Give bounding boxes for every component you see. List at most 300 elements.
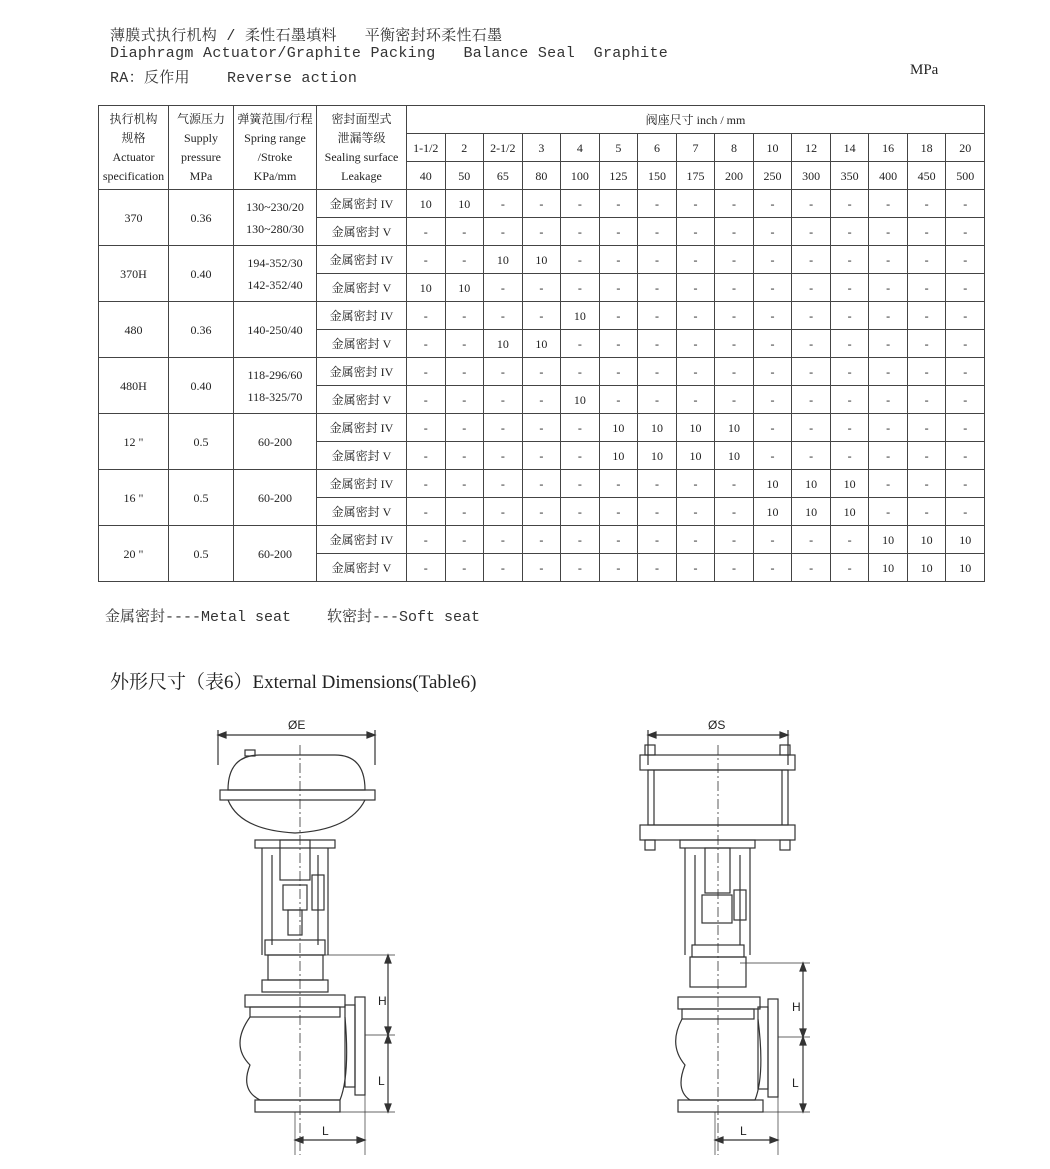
value-cell: - [753,330,792,358]
header-line-ra: RA：反作用 Reverse action [110,70,358,87]
value-cell: 10 [715,442,754,470]
value-cell: - [676,526,715,554]
table-row [99,414,985,442]
value-cell: - [445,302,484,330]
actuator-cell: 370H [99,246,169,302]
value-cell: - [445,330,484,358]
spring-value: 118-296/60 [247,367,303,382]
value-cell: 10 [676,414,715,442]
supply-cell: 0.5 [169,526,234,582]
value-cell: - [792,442,831,470]
value-cell: - [792,526,831,554]
spring-cell [234,358,317,414]
spring-value: 118-325/70 [247,389,303,404]
value-cell: - [907,470,946,498]
value-cell: - [484,274,523,302]
seal-type-cell: 金属密封 IV [317,302,407,330]
value-cell: - [946,442,985,470]
value-cell: - [407,246,446,274]
value-cell: - [792,414,831,442]
value-cell: - [792,274,831,302]
spec-table [98,105,985,582]
supply-cell: 0.40 [169,246,234,302]
value-cell: - [792,190,831,218]
value-cell: - [599,470,638,498]
value-cell: - [407,442,446,470]
value-cell: - [638,190,677,218]
value-cell: - [638,470,677,498]
spring-value: 130~280/30 [246,221,304,236]
seal-type-cell: 金属密封 IV [317,526,407,554]
value-cell: - [484,190,523,218]
inch-size-cell: 10 [753,134,792,162]
value-cell: - [522,302,561,330]
mm-size-cell: 40 [407,162,446,190]
value-cell: - [522,190,561,218]
value-cell: - [830,246,869,274]
header-text: 规格 [121,130,146,145]
value-cell: - [907,218,946,246]
value-cell: - [830,302,869,330]
value-cell: - [830,358,869,386]
value-cell: - [599,526,638,554]
value-cell: - [907,190,946,218]
value-cell: - [638,218,677,246]
table-row [99,526,985,554]
value-cell: - [792,554,831,582]
seal-type-cell: 金属密封 IV [317,190,407,218]
value-cell: - [907,330,946,358]
value-cell: - [753,302,792,330]
value-cell: - [522,554,561,582]
value-cell: - [830,190,869,218]
header-text: Spring range [244,130,306,145]
value-cell: - [753,246,792,274]
actuator-cell: 12 " [99,414,169,470]
value-cell: - [522,358,561,386]
dim-dia-label: ØS [708,718,726,732]
value-cell: - [946,386,985,414]
value-cell: - [792,358,831,386]
spring-cell [234,414,317,470]
header-line-cn: 薄膜式执行机构 / 柔性石墨填料 平衡密封环柔性石墨 [110,28,503,45]
value-cell: - [715,246,754,274]
header-text: Actuator [112,149,155,164]
value-cell: 10 [676,442,715,470]
seat-note: 金属密封----Metal seat 软密封---Soft seat [105,609,481,626]
actuator-cell: 20 " [99,526,169,582]
header-text: KPa/mm [253,168,297,183]
value-cell: - [946,302,985,330]
value-cell: - [445,470,484,498]
value-cell: - [792,386,831,414]
section-title: 外形尺寸（表6）External Dimensions(Table6) [110,672,477,693]
value-cell: - [753,386,792,414]
value-cell: - [561,498,600,526]
value-cell: - [445,554,484,582]
value-cell: 10 [830,470,869,498]
value-cell: - [715,190,754,218]
value-cell: - [869,218,908,246]
value-cell: - [676,190,715,218]
value-cell: - [407,498,446,526]
inch-size-cell: 20 [946,134,985,162]
diaphragm-valve-drawing [200,715,420,1165]
value-cell: 10 [561,386,600,414]
inch-size-cell: 12 [792,134,831,162]
value-cell: - [869,302,908,330]
inch-size-cell: 1-1/2 [407,134,446,162]
inch-size-cell: 7 [676,134,715,162]
value-cell: - [561,554,600,582]
value-cell: - [599,218,638,246]
value-cell: - [561,470,600,498]
mm-size-cell: 400 [869,162,908,190]
spring-cell [234,246,317,302]
mm-size-cell: 80 [522,162,561,190]
inch-size-cell: 3 [522,134,561,162]
value-cell: - [946,330,985,358]
value-cell: - [946,274,985,302]
seal-type-cell: 金属密封 V [317,442,407,470]
spring-value: 60-200 [258,490,292,505]
spring-cell [234,190,317,246]
inch-size-cell: 2-1/2 [484,134,523,162]
value-cell: 10 [792,498,831,526]
value-cell: 10 [407,190,446,218]
value-cell: - [869,470,908,498]
value-cell: - [484,526,523,554]
header-line-en: Diaphragm Actuator/Graphite Packing Balance Seal Graphite [110,45,669,62]
value-cell: - [676,470,715,498]
value-cell: - [407,526,446,554]
value-cell: - [830,218,869,246]
value-cell: - [638,302,677,330]
value-cell: - [869,330,908,358]
value-cell: - [869,246,908,274]
unit-label: MPa [910,62,939,78]
value-cell: 10 [561,302,600,330]
value-cell: - [561,274,600,302]
header-text: 执行机构 [109,111,158,126]
value-cell: - [869,190,908,218]
seal-header [317,106,407,190]
value-cell: - [522,386,561,414]
value-cell: - [792,218,831,246]
value-cell: - [445,526,484,554]
value-cell: - [561,246,600,274]
supply-cell: 0.36 [169,302,234,358]
dim-h-label: H [378,994,387,1008]
inch-size-cell: 14 [830,134,869,162]
seal-type-cell: 金属密封 V [317,498,407,526]
seal-type-cell: 金属密封 IV [317,358,407,386]
dim-len-label: L [740,1124,747,1138]
seal-type-cell: 金属密封 V [317,274,407,302]
spring-value: 130~230/20 [246,199,304,214]
value-cell: - [792,330,831,358]
value-cell: - [599,190,638,218]
value-cell: - [946,358,985,386]
value-cell: - [484,414,523,442]
seal-type-cell: 金属密封 V [317,554,407,582]
value-cell: 10 [869,554,908,582]
value-cell: - [792,246,831,274]
inch-size-cell: 16 [869,134,908,162]
spring-cell [234,302,317,358]
value-cell: - [907,274,946,302]
table-row [99,302,985,330]
table-row [99,246,985,274]
supply-cell: 0.5 [169,470,234,526]
value-cell: - [561,330,600,358]
value-cell: - [715,498,754,526]
table-row [99,470,985,498]
value-cell: 10 [946,526,985,554]
inch-size-cell: 8 [715,134,754,162]
value-cell: - [676,554,715,582]
value-cell: - [676,218,715,246]
value-cell: - [869,274,908,302]
value-cell: - [407,358,446,386]
value-cell: - [830,554,869,582]
value-cell: - [792,302,831,330]
value-cell: - [753,526,792,554]
value-cell: 10 [522,330,561,358]
value-cell: - [907,414,946,442]
value-cell: - [484,498,523,526]
mm-size-cell: 50 [445,162,484,190]
value-cell: - [830,330,869,358]
value-cell: - [715,218,754,246]
value-cell: - [484,554,523,582]
header-text: pressure [181,149,221,164]
seal-type-cell: 金属密封 V [317,330,407,358]
mm-size-cell: 350 [830,162,869,190]
value-cell: - [522,470,561,498]
value-cell: - [599,246,638,274]
spring-value: 142-352/40 [247,277,303,292]
mm-size-cell: 65 [484,162,523,190]
value-cell: - [407,218,446,246]
value-cell: 10 [907,554,946,582]
value-cell: - [638,358,677,386]
seal-type-cell: 金属密封 IV [317,470,407,498]
value-cell: - [638,526,677,554]
value-cell: - [445,386,484,414]
value-cell: - [869,498,908,526]
value-cell: - [715,470,754,498]
inch-size-cell: 5 [599,134,638,162]
value-cell: 10 [715,414,754,442]
value-cell: - [638,386,677,414]
value-cell: - [561,442,600,470]
value-cell: 10 [599,414,638,442]
spring-cell [234,470,317,526]
mm-size-cell: 175 [676,162,715,190]
value-cell: 10 [753,498,792,526]
value-cell: - [907,358,946,386]
actuator-cell: 370 [99,190,169,246]
value-cell: - [638,274,677,302]
value-cell: - [638,498,677,526]
value-cell: 10 [792,470,831,498]
value-cell: - [676,246,715,274]
value-cell: - [522,498,561,526]
inch-size-cell: 6 [638,134,677,162]
value-cell: - [715,358,754,386]
value-cell: - [407,470,446,498]
spring-value: 140-250/40 [247,322,303,337]
spring-value: 60-200 [258,546,292,561]
value-cell: - [445,442,484,470]
value-cell: - [946,190,985,218]
value-cell: 10 [907,526,946,554]
value-cell: - [522,414,561,442]
value-cell: - [907,302,946,330]
value-cell: - [946,470,985,498]
value-cell: - [522,442,561,470]
dim-h-label: H [792,1000,801,1014]
dim-dia-label: ØE [288,718,306,732]
value-cell: - [676,386,715,414]
value-cell: - [484,218,523,246]
value-cell: - [715,526,754,554]
value-cell: 10 [445,274,484,302]
value-cell: - [561,526,600,554]
value-cell: - [522,218,561,246]
value-cell: - [407,386,446,414]
mm-size-cell: 300 [792,162,831,190]
value-cell: - [561,414,600,442]
supply-header [169,106,234,190]
value-cell: 10 [946,554,985,582]
value-cell: - [561,358,600,386]
value-cell: - [676,498,715,526]
mm-size-cell: 200 [715,162,754,190]
inch-size-cell: 4 [561,134,600,162]
value-cell: - [522,274,561,302]
value-cell: - [407,330,446,358]
header-text: 泄漏等级 [337,130,386,145]
value-cell: - [638,246,677,274]
value-cell: - [753,218,792,246]
value-cell: - [753,358,792,386]
value-cell: - [484,358,523,386]
value-cell: - [599,386,638,414]
table-row [99,358,985,386]
value-cell: - [561,190,600,218]
header-text: Supply [183,130,218,145]
value-cell: - [445,414,484,442]
mm-size-cell: 150 [638,162,677,190]
inch-size-cell: 18 [907,134,946,162]
value-cell: - [946,414,985,442]
value-cell: - [599,330,638,358]
value-cell: - [407,302,446,330]
value-cell: - [638,554,677,582]
value-cell: - [715,554,754,582]
value-cell: - [946,218,985,246]
actuator-cell: 16 " [99,470,169,526]
value-cell: - [484,442,523,470]
value-cell: - [715,330,754,358]
value-cell: - [869,386,908,414]
dim-l-label: L [792,1076,799,1090]
value-cell: - [599,274,638,302]
mm-size-cell: 500 [946,162,985,190]
value-cell: - [676,330,715,358]
value-cell: - [445,498,484,526]
value-cell: 10 [830,498,869,526]
value-cell: - [484,302,523,330]
value-cell: - [830,386,869,414]
mm-size-cell: 125 [599,162,638,190]
value-cell: - [484,386,523,414]
value-cell: - [445,218,484,246]
spring-header [234,106,317,190]
value-cell: - [407,554,446,582]
supply-cell: 0.40 [169,358,234,414]
value-cell: - [561,218,600,246]
value-cell: - [753,554,792,582]
value-cell: - [599,554,638,582]
value-cell: 10 [522,246,561,274]
cylinder-valve-drawing [630,715,850,1165]
value-cell: - [869,358,908,386]
value-cell: - [907,246,946,274]
mm-size-cell: 450 [907,162,946,190]
spring-value: 60-200 [258,434,292,449]
value-cell: 10 [869,526,908,554]
value-cell: - [753,190,792,218]
header-text: Leakage [341,168,382,183]
value-cell: - [599,358,638,386]
value-cell: - [599,302,638,330]
value-cell: - [869,442,908,470]
value-cell: - [638,330,677,358]
header-text: 密封面型式 [331,111,392,126]
seat-size-header: 阀座尺寸 inch / mm [407,106,985,134]
value-cell: - [676,302,715,330]
spring-value: 194-352/30 [247,255,303,270]
value-cell: 10 [599,442,638,470]
header-text: /Stroke [257,149,293,164]
value-cell: - [676,274,715,302]
header-text: MPa [189,168,213,183]
value-cell: - [715,386,754,414]
seal-type-cell: 金属密封 IV [317,246,407,274]
value-cell: - [753,414,792,442]
mm-size-cell: 250 [753,162,792,190]
value-cell: - [753,274,792,302]
value-cell: 10 [753,470,792,498]
value-cell: 10 [445,190,484,218]
value-cell: - [830,526,869,554]
table-row [99,190,985,218]
inch-size-cell: 2 [445,134,484,162]
value-cell: - [715,302,754,330]
header-text: specification [102,168,165,183]
value-cell: - [676,358,715,386]
actuator-cell: 480 [99,302,169,358]
value-cell: - [830,442,869,470]
value-cell: - [484,470,523,498]
value-cell: - [445,358,484,386]
value-cell: - [946,498,985,526]
supply-cell: 0.36 [169,190,234,246]
header-text: Sealing surface [324,149,399,164]
